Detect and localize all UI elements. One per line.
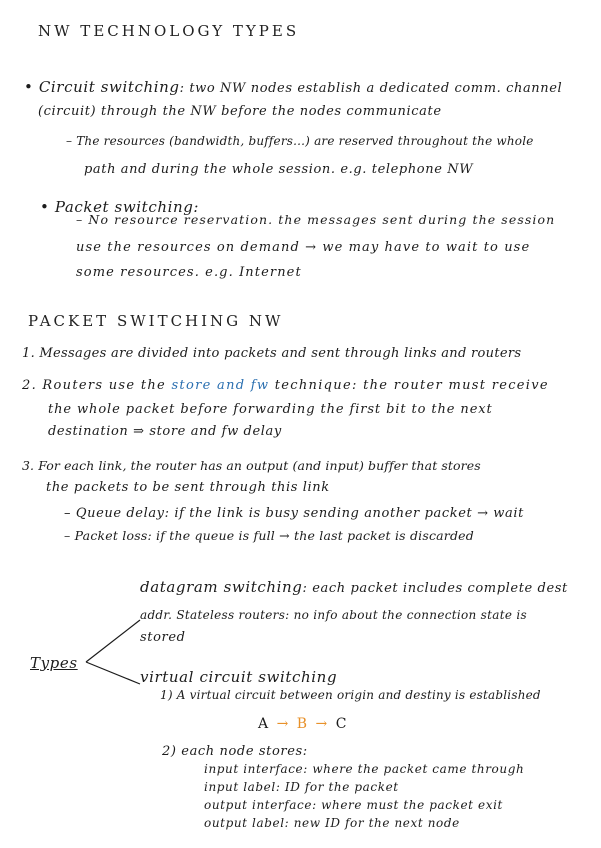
types-label: Types xyxy=(30,654,78,672)
page-title: NW TECHNOLOGY TYPES xyxy=(38,22,300,40)
point-1: 1. Messages are divided into packets and sent through links and routers xyxy=(22,346,522,361)
virtual-circuit-step-2: 2) each node stores: xyxy=(162,744,308,759)
queue-delay-line: – Queue delay: if the link is busy sending another packet → wait xyxy=(64,506,524,521)
datagram-switching-term: datagram switching xyxy=(140,578,303,596)
arrow-a-b: → xyxy=(276,716,291,732)
packet-switching-line-3: some resources. e.g. Internet xyxy=(76,265,302,280)
node-stores-item: input label: ID for the packet xyxy=(204,780,399,794)
circuit-switching-line-2: (circuit) through the NW before the nodes communicate xyxy=(38,104,442,119)
point-2-line-3: destination ⇒ store and fw delay xyxy=(48,424,282,439)
packet-switching-line-2: use the resources on demand → we may have to wait to use xyxy=(76,240,531,255)
virtual-circuit-step-1: 1) A virtual circuit between origin and destiny is established xyxy=(160,688,541,702)
circuit-switching-definition: : two NW nodes establish a dedicated comm. channel xyxy=(179,81,563,96)
circuit-resources-line-1: – The resources (bandwidth, buffers...) are reserved throughout the whole xyxy=(66,134,534,148)
node-stores-item: output label: new ID for the next node xyxy=(204,816,460,830)
arrow-b-c: → xyxy=(315,716,330,732)
node-stores-item: input interface: where the packet came through xyxy=(204,762,525,776)
datagram-switching-line-1 xyxy=(140,578,568,596)
bullet: • xyxy=(40,198,50,216)
datagram-switching-line-2: addr. Stateless routers: no info about the connection state is xyxy=(140,608,527,622)
point-3-line-2: the packets to be sent through this link xyxy=(46,480,330,495)
virtual-circuit-switching-term: virtual circuit switching xyxy=(140,668,338,686)
bullet: • xyxy=(24,78,34,96)
packet-switching-term: Packet switching: xyxy=(54,198,200,216)
node-b: B xyxy=(296,716,310,732)
point-2-text-a: 2. Routers use the xyxy=(22,378,172,393)
node-a: A xyxy=(258,716,271,732)
virtual-circuit-diagram xyxy=(258,716,348,732)
point-2-text-b: technique: the router must receive xyxy=(269,378,549,393)
node-c: C xyxy=(335,716,349,732)
packet-switching-line-1: – No resource reservation. the messages sent during the session xyxy=(76,212,556,227)
node-stores-item: output interface: where must the packet exit xyxy=(204,798,503,812)
circuit-switching-term: Circuit switching xyxy=(38,78,180,96)
datagram-switching-definition: : each packet includes complete dest xyxy=(302,581,568,596)
circuit-resources-line-2: path and during the whole session. e.g. telephone NW xyxy=(84,162,474,177)
datagram-switching-line-3: stored xyxy=(140,630,186,645)
packet-loss-line: – Packet loss: if the queue is full → the last packet is discarded xyxy=(64,528,474,543)
store-and-fw-highlight: store and fw xyxy=(171,378,270,393)
section-title-packet-switching-nw: PACKET SWITCHING NW xyxy=(28,312,284,330)
point-2-line-2: the whole packet before forwarding the first bit to the next xyxy=(48,402,493,417)
point-3-line-1: 3. For each link, the router has an output (and input) buffer that stores xyxy=(22,458,481,473)
